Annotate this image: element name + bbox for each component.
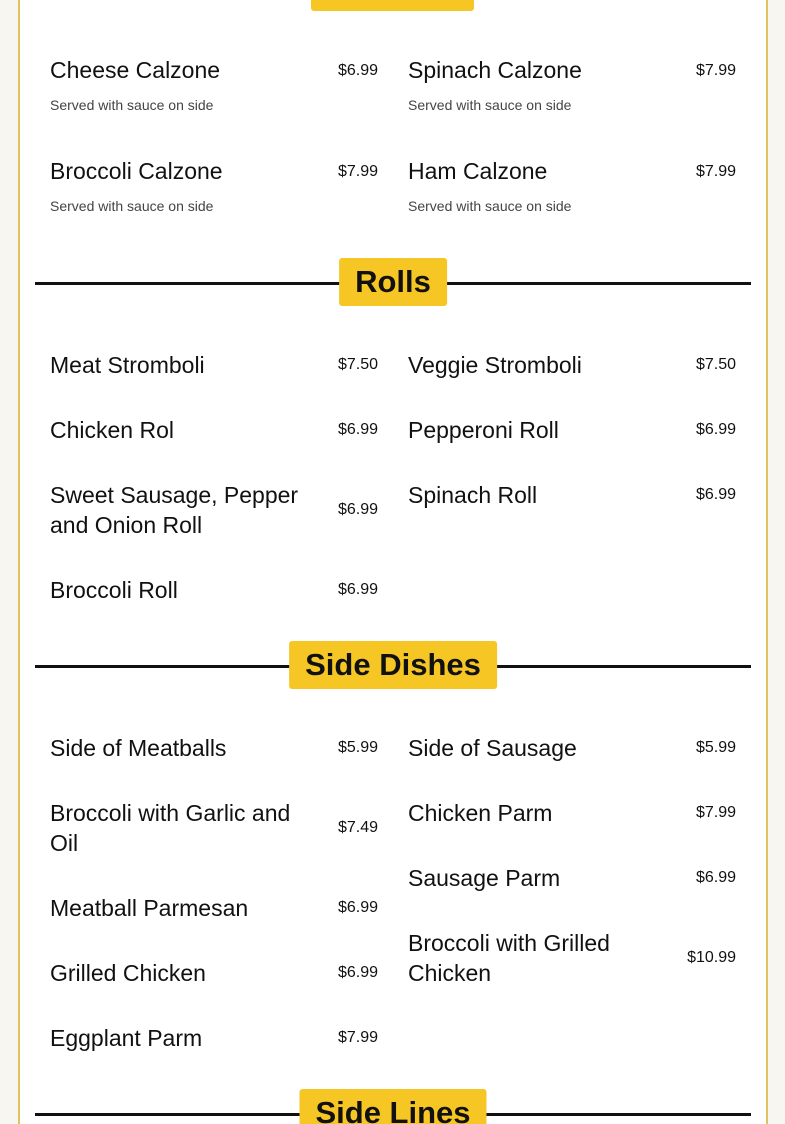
previous-section-header-tab [311,0,474,11]
item-name: Veggie Stromboli [408,352,582,378]
section-title: Rolls [339,258,447,306]
item-name: Meatball Parmesan [50,895,249,921]
item-name: Chicken Rol [50,417,174,443]
section-header-rolls [35,258,751,306]
item-name: Side of Meatballs [50,735,227,761]
item-name: Spinach Calzone [408,57,582,83]
item-price: $5.99 [695,739,736,756]
item-name: Spinach Roll [408,482,538,508]
item-price: $7.99 [337,1029,378,1046]
item-price: $6.99 [337,421,378,438]
item-name: Grilled Chicken [50,960,206,986]
item-description: Served with sauce on side [408,198,572,214]
item-name: Sweet Sausage, Pepper and Onion Roll [50,482,299,538]
item-price: $6.99 [695,869,736,886]
item-description: Served with sauce on side [408,97,572,113]
item-name: Pepperoni Roll [408,417,559,443]
item-name: Chicken Parm [408,800,553,826]
item-price: $7.99 [695,163,736,180]
item-name: Side of Sausage [408,735,577,761]
item-name: Broccoli Roll [50,577,178,603]
item-description: Served with sauce on side [50,97,214,113]
item-name: Sausage Parm [408,865,561,891]
item-name: Broccoli with Grilled Chicken [408,930,610,986]
item-name: Meat Stromboli [50,352,205,378]
item-name: Eggplant Parm [50,1025,203,1051]
item-name: Ham Calzone [408,158,548,184]
item-price: $7.99 [695,804,736,821]
section-title: Side Dishes [289,641,497,689]
section-header-side-lines [35,1089,751,1124]
item-price: $7.50 [337,356,378,373]
section-title: Side Lines [299,1089,486,1124]
item-price: $5.99 [337,739,378,756]
item-description: Served with sauce on side [50,198,214,214]
item-name: Cheese Calzone [50,57,221,83]
menu-page [18,0,768,1124]
item-price: $6.99 [337,964,378,981]
item-name: Broccoli with Garlic and Oil [50,800,291,856]
item-price: $6.99 [695,486,736,503]
item-price: $7.99 [695,62,736,79]
item-price: $6.99 [337,581,378,598]
item-price: $6.99 [337,899,378,916]
item-price: $10.99 [687,949,736,966]
item-name: Broccoli Calzone [50,158,223,184]
item-price: $7.99 [337,163,378,180]
item-price: $6.99 [337,501,378,518]
item-price: $6.99 [695,421,736,438]
item-price: $6.99 [337,62,378,79]
section-header-side-dishes [35,641,751,689]
item-price: $7.49 [337,819,378,836]
item-price: $7.50 [695,356,736,373]
